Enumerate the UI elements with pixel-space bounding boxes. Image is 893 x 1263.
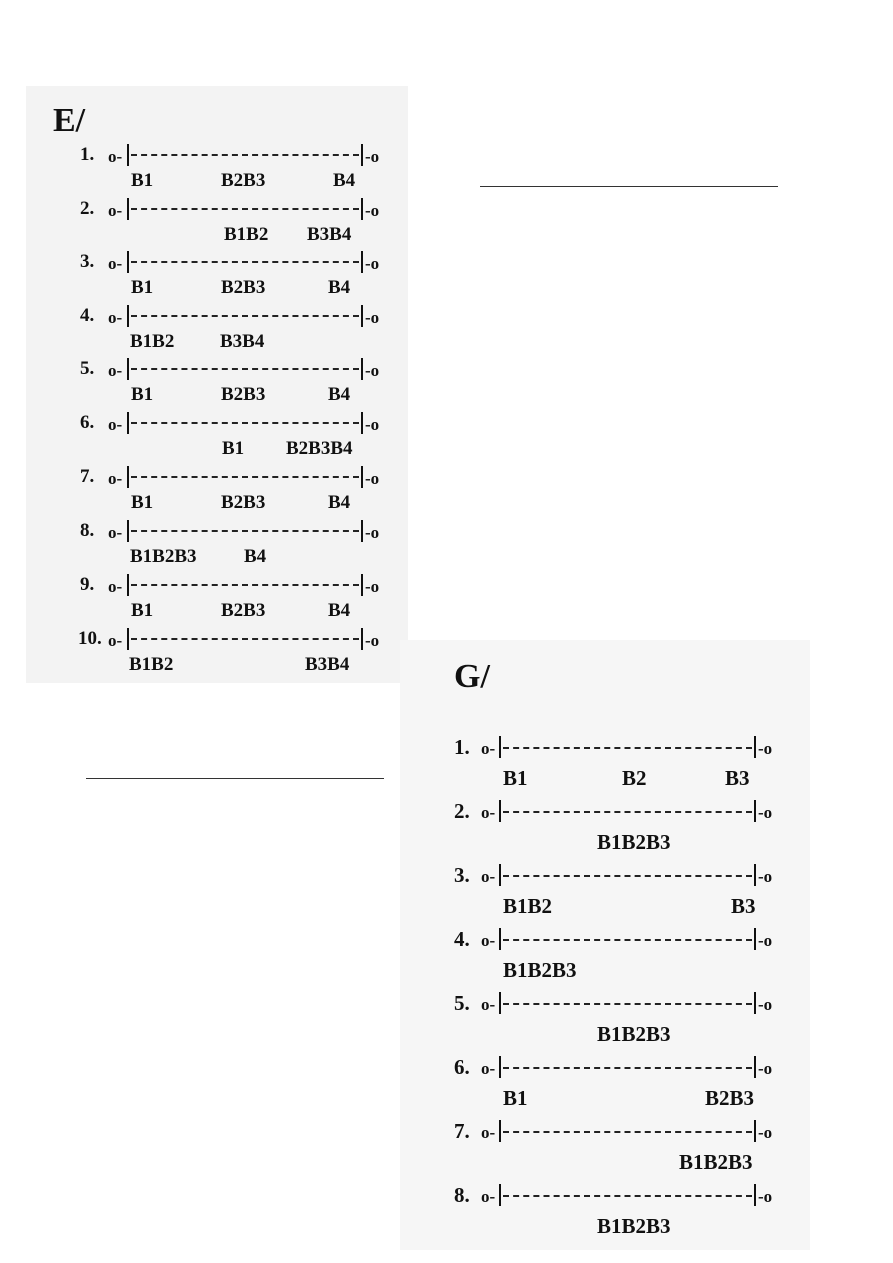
- boundary-label: B1B2: [503, 894, 553, 918]
- boundary-label: B2: [622, 766, 647, 790]
- boundary-label: B1: [503, 766, 528, 790]
- row-number: 3.: [80, 251, 95, 272]
- boundary-label: B2B3: [705, 1086, 755, 1110]
- right-tick: [361, 144, 363, 166]
- boundary-label: B1B2B3: [597, 1214, 671, 1238]
- boundary-label: B1B2: [129, 654, 174, 675]
- left-endpoint: o-: [481, 995, 496, 1014]
- left-endpoint: o-: [481, 739, 496, 758]
- row-number: 2.: [454, 799, 470, 823]
- left-tick: [499, 864, 501, 886]
- boundary-label: B1B2B3: [597, 1022, 671, 1046]
- interval-dashes: [131, 154, 359, 156]
- boundary-label: B1: [131, 492, 154, 513]
- boundary-label: B3: [725, 766, 750, 790]
- right-endpoint: -o: [758, 739, 773, 758]
- right-endpoint: -o: [365, 308, 380, 327]
- row-number: 5.: [454, 991, 470, 1015]
- left-endpoint: o-: [481, 1187, 496, 1206]
- boundary-label: B2B3: [221, 277, 266, 298]
- left-endpoint: o-: [481, 803, 496, 822]
- left-endpoint: o-: [108, 308, 123, 327]
- boundary-label: B1: [131, 277, 154, 298]
- right-endpoint: -o: [365, 361, 380, 380]
- interval-dashes: [503, 1131, 752, 1133]
- left-tick: [499, 800, 501, 822]
- boundary-label: B1: [131, 384, 154, 405]
- right-tick: [754, 864, 756, 886]
- right-tick: [754, 1120, 756, 1142]
- right-endpoint: -o: [365, 577, 380, 596]
- right-tick: [754, 992, 756, 1014]
- left-endpoint: o-: [481, 867, 496, 886]
- left-endpoint: o-: [108, 415, 123, 434]
- interval-dashes: [503, 811, 752, 813]
- boundary-label: B1: [131, 170, 154, 191]
- interval-dashes: [503, 875, 752, 877]
- boundary-label: B1: [503, 1086, 528, 1110]
- interval-dashes: [131, 638, 359, 640]
- left-tick: [499, 992, 501, 1014]
- boundary-label: B2B3: [221, 170, 266, 191]
- boundary-label: B4: [328, 277, 351, 298]
- left-tick: [499, 1184, 501, 1206]
- row-number: 10.: [78, 628, 102, 649]
- row-number: 4.: [454, 927, 470, 951]
- left-endpoint: o-: [108, 523, 123, 542]
- right-tick: [754, 1184, 756, 1206]
- left-tick: [127, 574, 129, 596]
- left-tick: [127, 466, 129, 488]
- row-number: 7.: [80, 466, 95, 487]
- right-tick: [361, 305, 363, 327]
- right-endpoint: -o: [758, 1187, 773, 1206]
- interval-dashes: [131, 315, 359, 317]
- left-endpoint: o-: [108, 201, 123, 220]
- boundary-label: B4: [328, 492, 351, 513]
- boundary-label: B3B4: [220, 331, 265, 352]
- left-tick: [127, 628, 129, 650]
- interval-dashes: [503, 939, 752, 941]
- interval-dashes: [131, 476, 359, 478]
- left-endpoint: o-: [108, 577, 123, 596]
- boundary-label: B1B2B3: [503, 958, 577, 982]
- boundary-label: B3: [731, 894, 756, 918]
- row-number: 6.: [454, 1055, 470, 1079]
- interval-dashes: [131, 584, 359, 586]
- right-endpoint: -o: [365, 201, 380, 220]
- right-tick: [754, 1056, 756, 1078]
- left-tick: [127, 251, 129, 273]
- interval-dashes: [503, 1003, 752, 1005]
- right-endpoint: -o: [365, 147, 380, 166]
- left-tick: [499, 1056, 501, 1078]
- left-endpoint: o-: [108, 631, 123, 650]
- boundary-label: B2B3: [221, 384, 266, 405]
- interval-dashes: [131, 261, 359, 263]
- left-endpoint: o-: [481, 931, 496, 950]
- left-tick: [127, 144, 129, 166]
- right-endpoint: -o: [365, 631, 380, 650]
- boundary-label: B1B2B3: [130, 546, 197, 567]
- left-tick: [127, 198, 129, 220]
- interval-dashes: [131, 422, 359, 424]
- row-number: 1.: [454, 735, 470, 759]
- right-endpoint: -o: [365, 469, 380, 488]
- row-number: 2.: [80, 198, 95, 219]
- left-endpoint: o-: [108, 361, 123, 380]
- right-tick: [361, 628, 363, 650]
- right-endpoint: -o: [758, 995, 773, 1014]
- boundary-label: B2B3: [221, 492, 266, 513]
- boundary-label: B4: [328, 600, 351, 621]
- interval-dashes: [503, 1195, 752, 1197]
- row-number: 6.: [80, 412, 95, 433]
- row-number: 1.: [80, 144, 95, 165]
- section-e-title: E/: [53, 102, 86, 139]
- right-endpoint: -o: [365, 254, 380, 273]
- right-tick: [754, 800, 756, 822]
- right-endpoint: -o: [758, 803, 773, 822]
- left-tick: [127, 520, 129, 542]
- interval-dashes: [503, 747, 752, 749]
- row-number: 4.: [80, 305, 95, 326]
- boundary-label: B1B2B3: [679, 1150, 753, 1174]
- left-tick: [499, 736, 501, 758]
- right-tick: [361, 358, 363, 380]
- section-g-title: G/: [454, 658, 490, 695]
- boundary-label: B2B3B4: [286, 438, 353, 459]
- left-endpoint: o-: [481, 1059, 496, 1078]
- row-number: 7.: [454, 1119, 470, 1143]
- interval-dashes: [131, 368, 359, 370]
- right-tick: [754, 736, 756, 758]
- row-number: 8.: [454, 1183, 470, 1207]
- left-tick: [127, 305, 129, 327]
- boundary-label: B4: [333, 170, 356, 191]
- boundary-label: B1B2B3: [597, 830, 671, 854]
- boundary-label: B1B2: [224, 224, 269, 245]
- interval-dashes: [131, 530, 359, 532]
- right-tick: [754, 928, 756, 950]
- row-number: 5.: [80, 358, 95, 379]
- left-endpoint: o-: [108, 469, 123, 488]
- answer-line-top-right: [480, 186, 778, 187]
- right-endpoint: -o: [758, 1123, 773, 1142]
- row-number: 9.: [80, 574, 95, 595]
- boundary-label: B1: [131, 600, 154, 621]
- boundary-label: B4: [244, 546, 267, 567]
- right-tick: [361, 251, 363, 273]
- left-tick: [499, 1120, 501, 1142]
- right-tick: [361, 412, 363, 434]
- boundary-label: B1B2: [130, 331, 175, 352]
- left-endpoint: o-: [108, 147, 123, 166]
- right-endpoint: -o: [758, 1059, 773, 1078]
- left-tick: [127, 412, 129, 434]
- boundary-label: B1: [222, 438, 245, 459]
- right-tick: [361, 574, 363, 596]
- left-tick: [499, 928, 501, 950]
- right-endpoint: -o: [758, 931, 773, 950]
- answer-line-bottom-left: [86, 778, 384, 779]
- right-tick: [361, 198, 363, 220]
- left-endpoint: o-: [481, 1123, 496, 1142]
- right-endpoint: -o: [365, 415, 380, 434]
- right-endpoint: -o: [365, 523, 380, 542]
- boundary-label: B3B4: [305, 654, 350, 675]
- left-tick: [127, 358, 129, 380]
- right-endpoint: -o: [758, 867, 773, 886]
- row-number: 3.: [454, 863, 470, 887]
- boundary-label: B2B3: [221, 600, 266, 621]
- row-number: 8.: [80, 520, 95, 541]
- interval-dashes: [131, 208, 359, 210]
- boundary-label: B3B4: [307, 224, 352, 245]
- interval-dashes: [503, 1067, 752, 1069]
- left-endpoint: o-: [108, 254, 123, 273]
- right-tick: [361, 520, 363, 542]
- right-tick: [361, 466, 363, 488]
- boundary-label: B4: [328, 384, 351, 405]
